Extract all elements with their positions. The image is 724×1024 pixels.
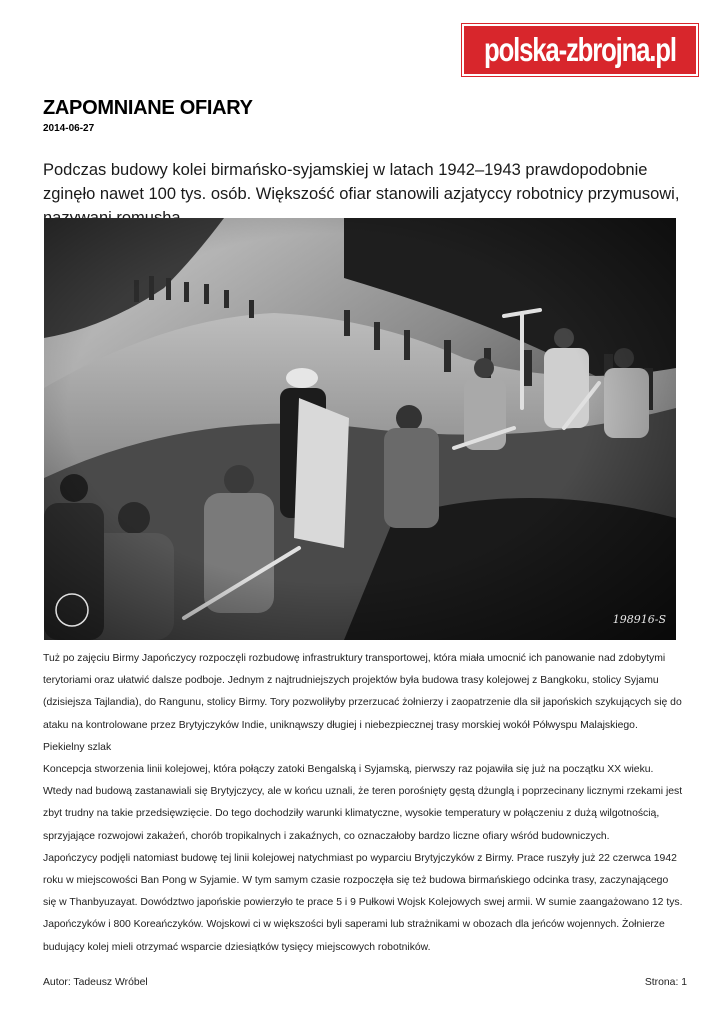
- site-logo[interactable]: [462, 24, 698, 76]
- article-photo: [44, 218, 676, 640]
- footer-page-number: Strona: 1: [644, 977, 687, 988]
- article-body: [43, 648, 683, 959]
- article-date: 2014-06-27: [43, 123, 95, 134]
- article-lead: Podczas budowy kolei birmańsko-syjamskiej w latach 1942–1943 prawdopodobnie zginęło nawet 100 tys. osób. Większość ofiar stanowili azjatyccy robotnicy przymusowi,: [43, 161, 680, 203]
- body-paragraph: Tuż po zajęciu Birmy Japończycy rozpoczęli rozbudowę infrastruktury transportowej, która miała umocnić ich panowanie nad zdobytymi terytoriami oraz ułatwić dalsze podboje. Jednym z najtrudniejszych projektów była budowa trasy kolejowej z Bangkoku, stolicy Syjamu (dzisiejsza Tajlandia), do Rangunu, stolicy Birmy. Tory pozwoliłyby przerzucać żołnierzy i zaopatrzenie dla sił japońskich szykujących się do ataku na kontrolowane przez Brytyjczyków Indie, uniknąwszy długiej i niebezpiecznej trasy morskiej wokół Półwyspu Malajskiego.: [43, 653, 682, 731]
- article-title: ZAPOMNIANE OFIARY: [43, 97, 253, 119]
- footer-author: Autor: Tadeusz Wróbel: [43, 977, 148, 988]
- body-paragraph: Japończycy podjęli natomiast budowę tej linii kolejowej natychmiast po wyparciu Brytyjczyków z Birmy. Prace ruszyły już 22 czerwca 1942 roku w miejscowości Ban Pong w Syjamie. W tym samym czasie rozpoczęła się też budowa birmańskiego odcinka trasy, zaczynającego się w Thanbyuzayat. Dowództwo japońskie powierzyło te prace 5 i 9 Pułkowi Wojsk Kolejowych swej armii. W sumie zaangażowano 12 tys. Japończyków i 800 Koreańczyków. Wojskowi ci w większości byli saperami lub strażnikami w obozach dla jeńców wojennych. Żołnierze budujący kolej mieli otrzymać wsparcie dziesiątków tysięcy miejscowych robotników.: [43, 852, 683, 953]
- body-subheading: Piekielny szlak: [43, 741, 112, 753]
- site-logo-text: polska-zbrojna.pl: [484, 31, 676, 68]
- body-paragraph: Koncepcja stworzenia linii kolejowej, która połączy zatoki Bengalską i Syjamską, pierwszy raz pojawiła się już na początku XX wieku. Wtedy nad budową zastanawiali się Brytyjczycy, ale w końcu uznali, że teren porośnięty gęstą dżunglą i poprzecinany licznymi rzekami jest zbyt trudny na takie przedsięwzięcie. Do tego dochodziły warunki klimatyczne, wysokie temperatury w połączeniu z dużą wilgotnością, sprzyjające rozwojowi zakażeń, chorób tropikalnych i zakaźnych, co oznaczałoby bardzo liczne ofiary wśród budowniczych.: [43, 764, 683, 842]
- photo-illustration: [44, 218, 676, 640]
- photo-code: 198916-S: [612, 613, 666, 626]
